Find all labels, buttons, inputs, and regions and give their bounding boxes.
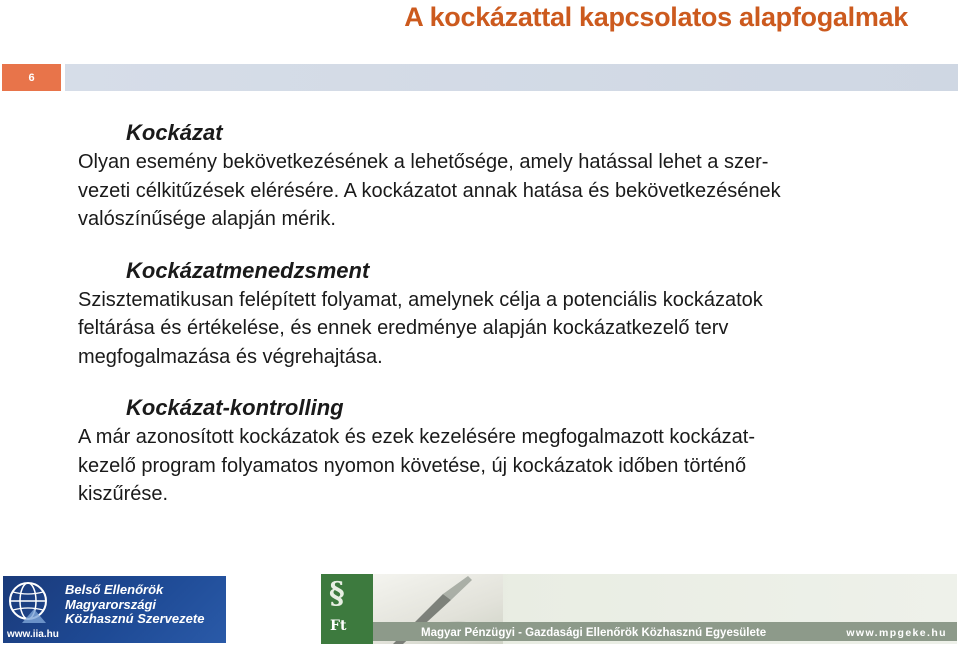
section-heading: Kockázat-kontrolling bbox=[126, 395, 344, 420]
section-line: Szisztematikusan felépített folyamat, amelynek célja a potenciális kockázatok bbox=[78, 288, 763, 311]
iia-org-name bbox=[65, 583, 204, 627]
section-line: A már azonosított kockázatok és ezek kezelésére megfogalmazott kockázat- bbox=[78, 426, 755, 448]
section-kockazat bbox=[78, 118, 928, 234]
mpgeke-logo bbox=[321, 574, 373, 644]
section-kockazatmenedzsment bbox=[78, 256, 928, 372]
section-line: valószínűsége alapján mérik. bbox=[78, 208, 336, 230]
iia-logo-banner[interactable] bbox=[3, 576, 226, 643]
org-line: Magyarországi bbox=[65, 596, 157, 612]
org-line: Belső Ellenőrök bbox=[65, 582, 164, 597]
header-band bbox=[2, 64, 958, 91]
mpgeke-logo-banner[interactable] bbox=[321, 574, 957, 644]
page-number: 6 bbox=[2, 64, 61, 91]
iia-url[interactable]: www.iia.hu bbox=[7, 629, 59, 640]
section-kockazat-kontrolling bbox=[78, 393, 928, 509]
section-line: vezeti célkitűzések elérésére. A kockázatot annak hatása és bekövetkezésének bbox=[78, 179, 781, 202]
slide-title: A kockázattal kapcsolatos alapfogalmak bbox=[404, 2, 908, 32]
section-line: Olyan esemény bekövetkezésének a lehetősége, amely hatással lehet a szer- bbox=[78, 151, 769, 173]
logo-letters: Ft bbox=[330, 618, 347, 634]
header-stripe bbox=[65, 64, 958, 91]
mpgeke-org-name: Magyar Pénzügyi - Gazdasági Ellenőrök Közhasznú Egyesülete bbox=[421, 627, 767, 639]
section-line: feltárása és értékelése, és ennek eredménye alapján kockázatkezelő terv bbox=[78, 317, 729, 339]
paragraph-icon: § bbox=[329, 576, 345, 611]
slide-body bbox=[78, 118, 928, 531]
org-line: Közhasznú Szervezete bbox=[65, 611, 205, 626]
mpgeke-url[interactable]: www.mpgeke.hu bbox=[846, 627, 947, 639]
section-line: kezelő program folyamatos nyomon követése, új kockázatok időben történő bbox=[78, 454, 747, 477]
section-heading: Kockázatmenedzsment bbox=[126, 257, 370, 283]
globe-icon bbox=[6, 579, 50, 623]
section-heading: Kockázat bbox=[126, 120, 223, 145]
section-line: kiszűrése. bbox=[78, 483, 169, 505]
section-line: megfogalmazása és végrehajtása. bbox=[78, 345, 383, 368]
